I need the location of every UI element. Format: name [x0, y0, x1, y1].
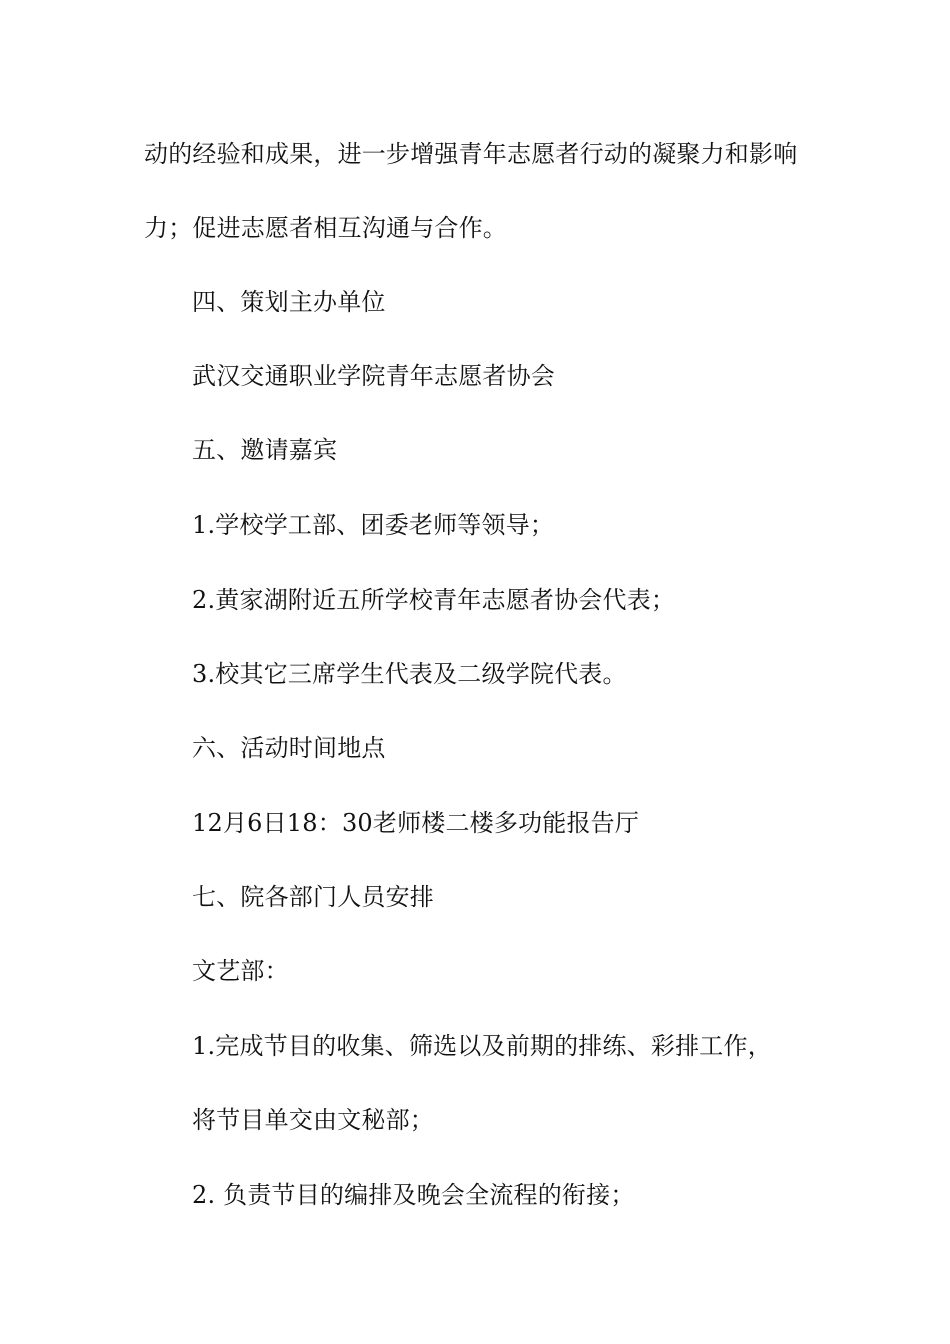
subsection-heading: 文艺部：	[192, 957, 289, 985]
list-item: 3.校其它三席学生代表及二级学院代表。	[192, 660, 627, 688]
section-heading: 七、院各部门人员安排	[192, 883, 434, 911]
list-item: 2.黄家湖附近五所学校青年志愿者协会代表；	[192, 586, 676, 614]
list-item: 1.完成节目的收集、筛选以及前期的排练、彩排工作，	[192, 1032, 772, 1060]
list-item: 1.学校学工部、团委老师等领导；	[192, 511, 555, 539]
section-heading: 六、活动时间地点	[192, 734, 386, 762]
paragraph-line: 将节目单交由文秘部；	[192, 1106, 434, 1134]
section-heading: 四、策划主办单位	[192, 288, 386, 316]
section-heading: 五、邀请嘉宾	[192, 436, 338, 464]
paragraph-line: 12月6日18：30老师楼二楼多功能报告厅	[192, 809, 640, 837]
paragraph-line: 动的经验和成果，进一步增强青年志愿者行动的凝聚力和影响	[144, 140, 798, 168]
paragraph-line: 力；促进志愿者相互沟通与合作。	[144, 214, 507, 242]
paragraph-line: 武汉交通职业学院青年志愿者协会	[192, 362, 555, 390]
list-item: 2. 负责节目的编排及晚会全流程的衔接；	[192, 1181, 635, 1209]
